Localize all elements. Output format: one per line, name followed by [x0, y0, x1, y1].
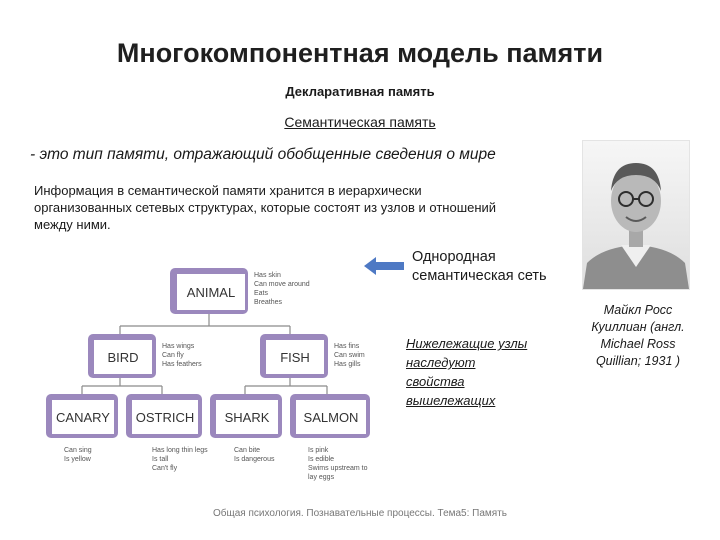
- node-label-shark: SHARK: [224, 410, 270, 425]
- prop-text: Eats: [254, 290, 269, 297]
- props-shark: [234, 447, 275, 463]
- node-label-ostrich: OSTRICH: [135, 410, 195, 425]
- prop-text: Is yellow: [64, 456, 91, 463]
- prop-text: Has fins: [334, 343, 360, 350]
- node-label-animal: ANIMAL: [186, 285, 236, 300]
- person-portrait-icon: [582, 140, 690, 290]
- prop-text: Can move around: [254, 281, 310, 288]
- node-bird: [88, 334, 156, 378]
- node-label-fish: FISH: [280, 350, 310, 365]
- slide-subtitle: Декларативная память: [285, 84, 435, 99]
- node-shark: [210, 394, 282, 438]
- prop-text: Is edible: [308, 456, 335, 463]
- prop-text: Can't fly: [152, 465, 178, 472]
- prop-text: Has skin: [254, 272, 281, 279]
- prop-text: Can bite: [234, 447, 261, 454]
- node-label-salmon: SALMON: [303, 410, 359, 425]
- prop-text: Is pink: [308, 447, 329, 454]
- prop-text: Can swim: [334, 352, 365, 359]
- portrait-caption: Майкл Росс Куиллиан (англ. Michael Ross Quillian; 1931 ): [591, 303, 685, 368]
- prop-text: Has wings: [162, 343, 195, 350]
- prop-text: Has gills: [334, 361, 361, 368]
- prop-text: Breathes: [254, 299, 283, 306]
- props-salmon: [308, 447, 368, 481]
- node-canary: [46, 394, 118, 438]
- props-canary: [64, 447, 92, 463]
- definition-text: - это тип памяти, отражающий обобщенные сведения о мире: [30, 146, 496, 163]
- node-salmon: [290, 394, 370, 438]
- props-ostrich: [152, 447, 208, 472]
- prop-text: Is tall: [152, 456, 169, 463]
- props-fish: [334, 343, 365, 368]
- node-label-canary: CANARY: [56, 410, 110, 425]
- semantic-memory-heading: Семантическая память: [284, 114, 436, 130]
- node-label-bird: BIRD: [107, 350, 139, 365]
- slide-title: Многокомпонентная модель памяти: [116, 38, 604, 68]
- node-animal: [170, 268, 248, 314]
- info-text: Информация в семантической памяти хранится в иерархически организованных сетевых структурах, которые состоят из узлов и отношений между ними.: [34, 183, 497, 232]
- prop-text: Can fly: [162, 352, 184, 359]
- prop-text: Is dangerous: [234, 456, 275, 463]
- props-animal: [254, 272, 310, 306]
- prop-text: Has long thin legs: [152, 447, 208, 454]
- prop-text: Swims upstream to: [308, 465, 368, 472]
- props-bird: [162, 343, 202, 368]
- slide-footer: Общая психология. Познавательные процессы. Тема5: Память: [212, 508, 508, 519]
- homogeneous-network-label: Однородная семантическая сеть: [412, 249, 547, 284]
- inheritance-note: Нижележащие узлы наследуют свойства вышележащих: [406, 336, 528, 408]
- prop-text: Can sing: [64, 447, 92, 454]
- prop-text: Has feathers: [162, 361, 202, 368]
- semantic-network-diagram: [40, 262, 385, 492]
- node-ostrich: [126, 394, 202, 438]
- node-fish: [260, 334, 328, 378]
- prop-text: lay eggs: [308, 474, 335, 481]
